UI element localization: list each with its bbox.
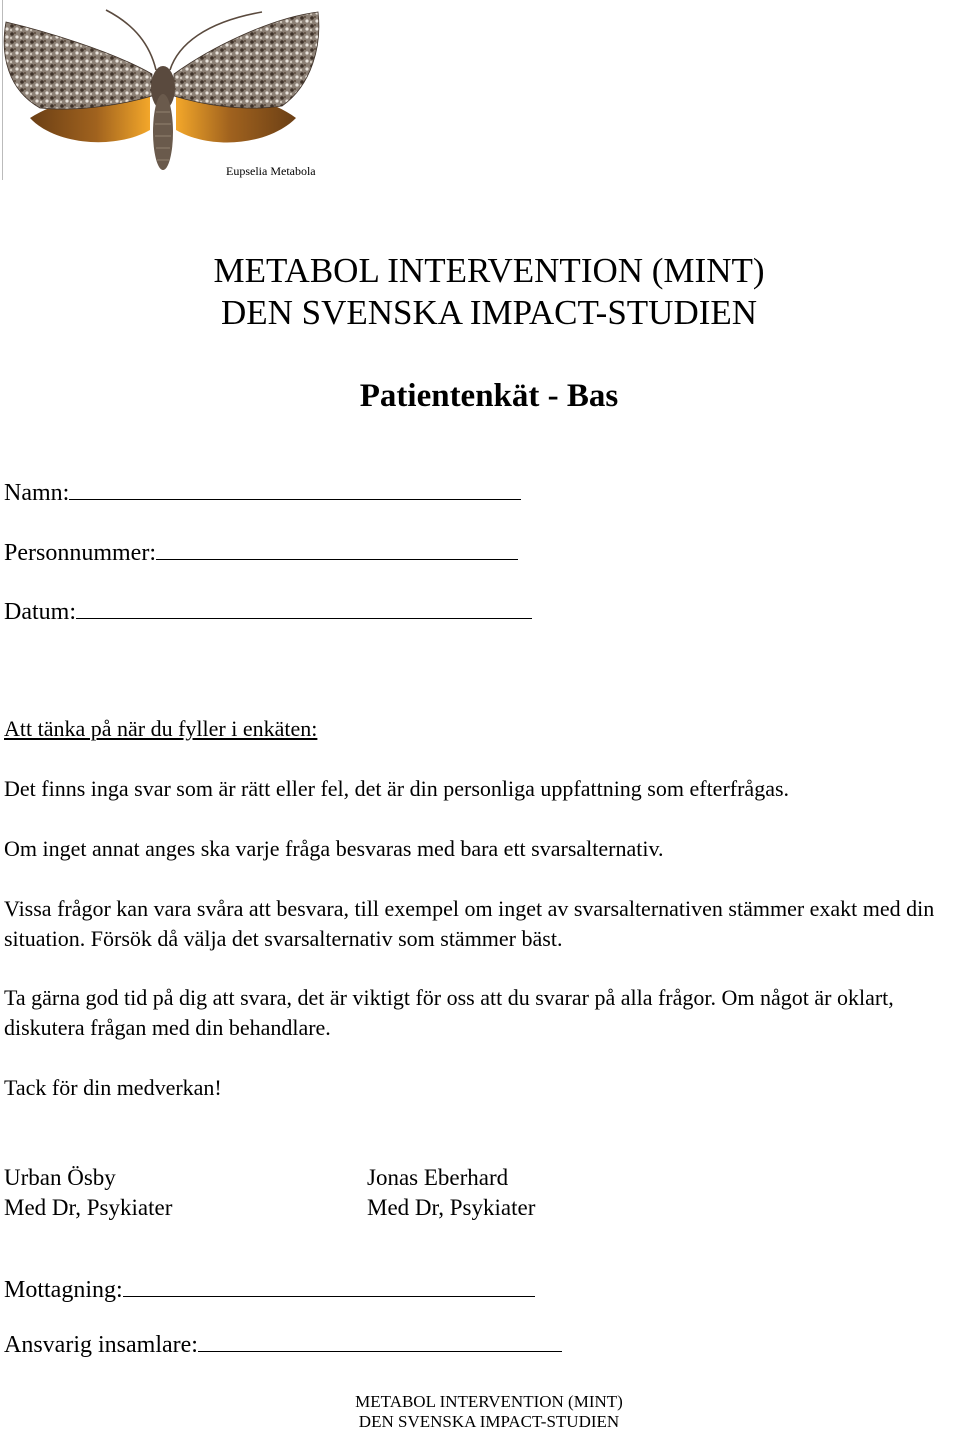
insamlare-field-line[interactable] xyxy=(198,1331,562,1352)
footer-line2: DEN SVENSKA IMPACT-STUDIEN xyxy=(358,1412,620,1431)
thanks-text: Tack för din medverkan! xyxy=(4,1075,222,1100)
signature-title: Med Dr, Psykiater xyxy=(367,1195,536,1220)
signature-block-2 xyxy=(367,1163,535,1223)
mottagning-field-label: Mottagning: xyxy=(4,1277,123,1303)
name-field-label: Namn: xyxy=(4,480,70,506)
personnummer-field[interactable] xyxy=(4,539,518,567)
page-subtitle: Patientenkät - Bas xyxy=(359,378,619,414)
instruction-paragraph-1: Det finns inga svar som är rätt eller fel, det är din personliga uppfattning som efterfrågas. xyxy=(4,776,790,801)
name-field-line[interactable] xyxy=(69,479,521,500)
datum-field[interactable] xyxy=(4,598,532,626)
document-title-line2: DEN SVENSKA IMPACT-STUDIEN xyxy=(220,293,758,332)
signature-name: Urban Ösby xyxy=(4,1165,116,1190)
mottagning-field[interactable] xyxy=(4,1276,535,1304)
personnummer-field-line[interactable] xyxy=(156,539,518,560)
signature-name: Jonas Eberhard xyxy=(367,1165,509,1190)
instruction-paragraph-2: Om inget annat anges ska varje fråga besvaras med bara ett svarsalternativ. xyxy=(4,836,664,861)
signature-block-1 xyxy=(4,1163,172,1223)
moth-illustration xyxy=(0,0,324,182)
signature-title: Med Dr, Psykiater xyxy=(4,1195,173,1220)
instruction-paragraph-3: Vissa frågor kan vara svåra att besvara, till exempel om inget av svarsalternativen stämmer exakt med din situation. Försök då välja det svarsalternativ som stämmer bäst. xyxy=(4,896,935,951)
datum-field-label: Datum: xyxy=(4,599,76,625)
insamlare-field[interactable] xyxy=(4,1331,562,1359)
figure-caption: Eupselia Metabola xyxy=(226,164,316,178)
instructions-heading xyxy=(4,714,960,744)
personnummer-field-label: Personnummer: xyxy=(4,540,156,566)
datum-field-line[interactable] xyxy=(76,598,532,619)
name-field[interactable] xyxy=(4,479,521,507)
document-title-line1: METABOL INTERVENTION (MINT) xyxy=(213,251,765,290)
mottagning-field-line[interactable] xyxy=(123,1276,535,1297)
instruction-paragraph-4: Ta gärna god tid på dig att svara, det är viktigt för oss att du svarar på alla frågor. Om något är oklart, diskutera frågan med din behandlare. xyxy=(4,985,894,1040)
instructions-heading-text: Att tänka på när du fyller i enkäten: xyxy=(4,716,318,741)
footer-line1: METABOL INTERVENTION (MINT) xyxy=(355,1392,623,1411)
insamlare-field-label: Ansvarig insamlare: xyxy=(4,1332,198,1358)
moth-figure xyxy=(0,0,324,182)
